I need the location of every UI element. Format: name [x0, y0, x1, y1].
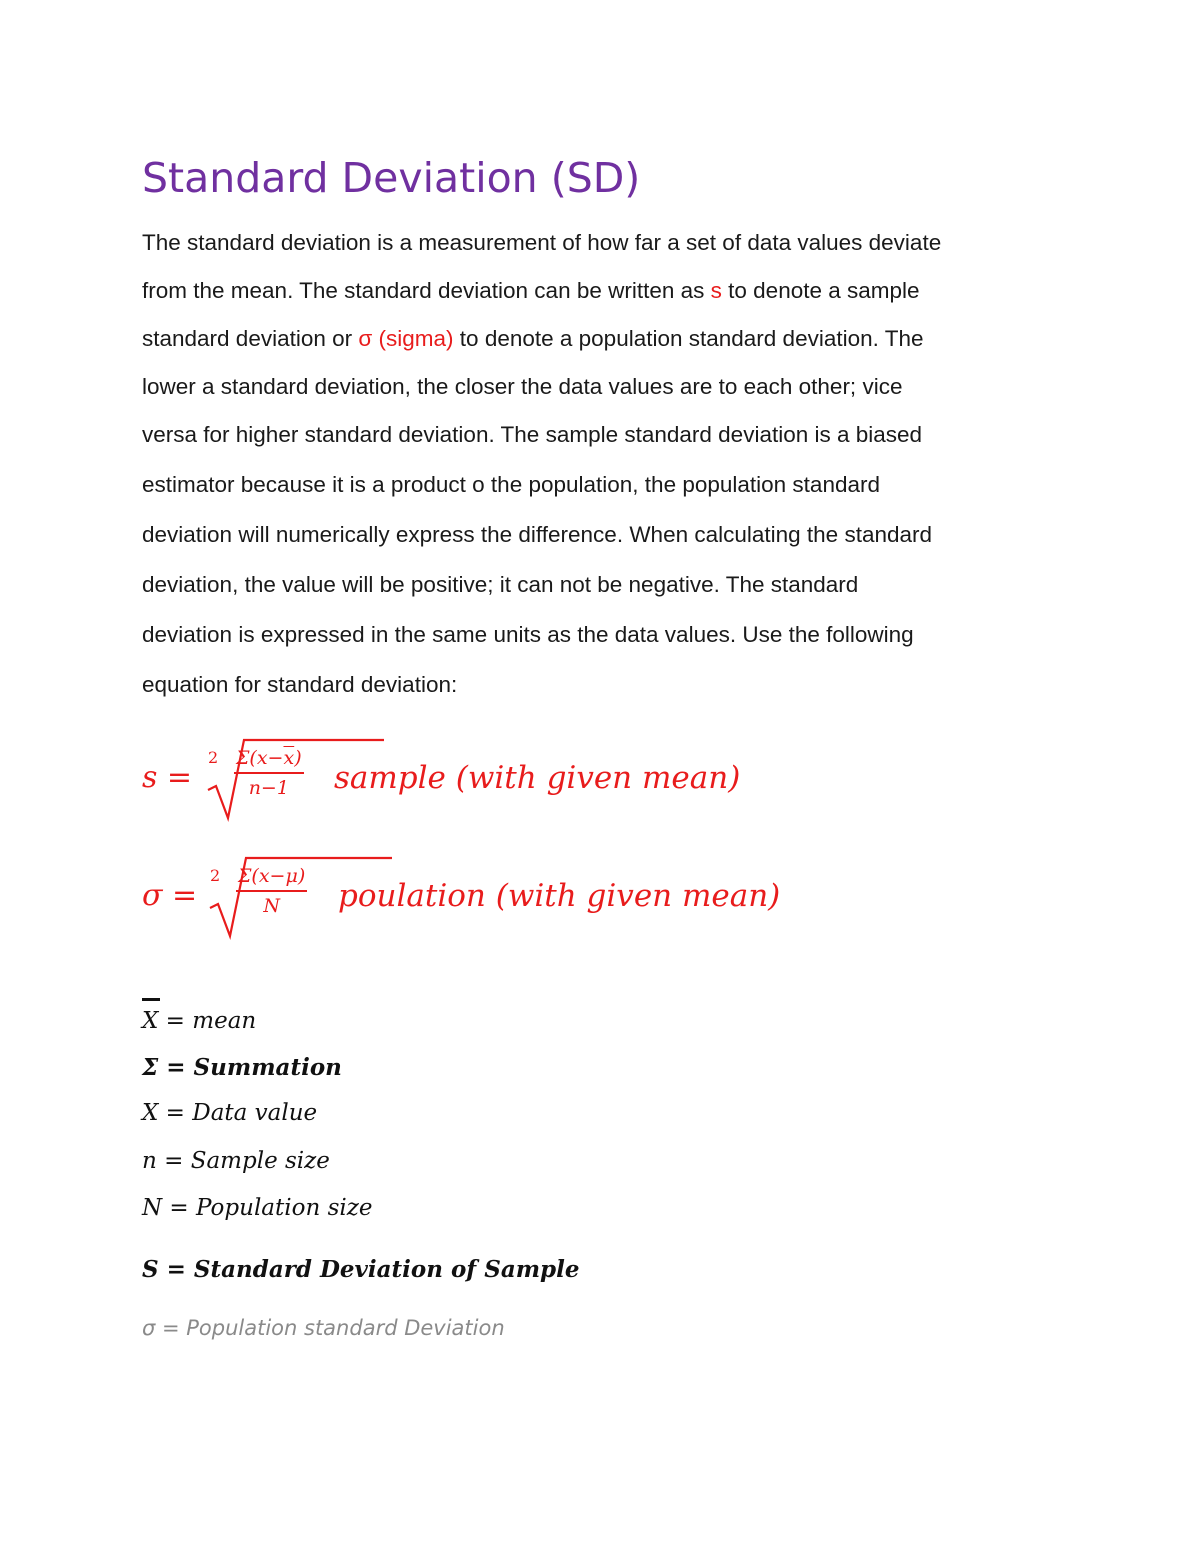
mean-bar-symbol [142, 998, 160, 1001]
paragraph-line-1: The standard deviation is a measurement of how far a set of data values deviate [142, 230, 942, 255]
paragraph-text: to denote a population standard deviation. The [453, 326, 924, 351]
sigma-symbol-highlight: σ (sigma) [358, 326, 454, 351]
sample-sd-formula [142, 730, 842, 825]
page-title: Standard Deviation (SD) [142, 154, 641, 202]
paragraph-line-10: equation for standard deviation: [142, 672, 458, 697]
numerator-suffix: ) [294, 747, 302, 769]
definition-population-size: N = Population size [142, 1195, 373, 1221]
definition-data-value: X = Data value [142, 1100, 318, 1126]
formula-numerator: Σ(x−μ) [236, 864, 307, 892]
formula-fraction [234, 746, 304, 800]
definition-sample-size: n = Sample size [142, 1148, 330, 1174]
formula-numerator [234, 746, 304, 774]
paragraph-line-3 [142, 324, 924, 354]
formula-lhs: s = [142, 760, 193, 795]
formula-fraction [236, 864, 307, 918]
definition-summation: Σ = Summation [142, 1054, 342, 1081]
formula-denominator: n−1 [248, 777, 289, 799]
paragraph-text: standard deviation or [142, 326, 359, 351]
numerator-prefix: Σ(x− [236, 747, 284, 769]
paragraph-line-5: versa for higher standard deviation. The sample standard deviation is a biased [142, 422, 923, 447]
formula-description: poulation (with given mean) [338, 878, 781, 914]
formula-lhs: σ = [142, 878, 198, 913]
sample-symbol-highlight: s [710, 278, 722, 303]
definition-sd-sample: S = Standard Deviation of Sample [142, 1256, 580, 1283]
paragraph-line-4: lower a standard deviation, the closer the data values are to each other; vice [142, 374, 903, 399]
population-sd-formula [142, 848, 862, 943]
definition-sd-population: σ = Population standard Deviation [142, 1316, 505, 1340]
paragraph-text: to denote a sample [721, 278, 920, 303]
paragraph-text: from the mean. The standard deviation can be written as [142, 278, 711, 303]
numerator-mean-bar: $\overline{x}$ [283, 747, 295, 769]
paragraph-line-7: deviation will numerically express the difference. When calculating the standard [142, 522, 933, 547]
paragraph-line-6: estimator because it is a product o the population, the population standard [142, 472, 880, 497]
root-index: 2 [208, 748, 219, 767]
definition-mean: X = mean [142, 1008, 257, 1034]
formula-description: sample (with given mean) [334, 760, 741, 796]
paragraph-line-2 [142, 276, 920, 306]
formula-denominator: N [263, 895, 280, 917]
paragraph-line-9: deviation is expressed in the same units as the data values. Use the following [142, 622, 914, 647]
paragraph-line-8: deviation, the value will be positive; it can not be negative. The standard [142, 572, 859, 597]
root-index: 2 [210, 866, 221, 885]
